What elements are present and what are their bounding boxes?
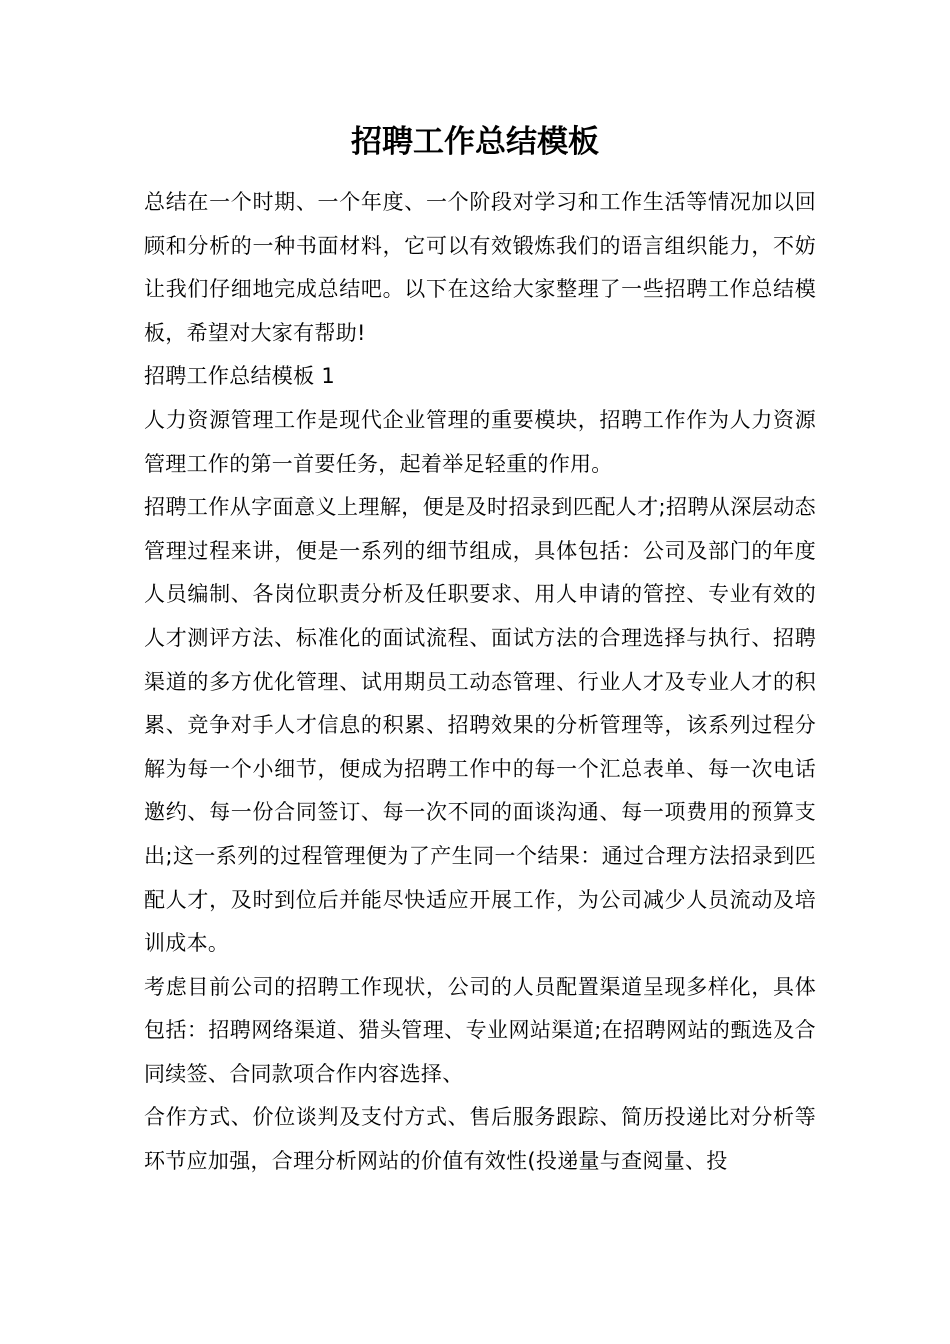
body-paragraph: 考虑目前公司的招聘工作现状，公司的人员配置渠道呈现多样化，具体包括：招聘网络渠道、猎头管理、专业网站渠道;在招聘网站的甄选及合同续签、合同款项合作内容选择、 xyxy=(144,974,816,1086)
document-title: 招聘工作总结模板 xyxy=(351,124,599,160)
body-paragraph: 人力资源管理工作是现代企业管理的重要模块，招聘工作作为人力资源管理工作的第一首要任务，起着举足轻重的作用。 xyxy=(144,407,816,476)
body-paragraph: 合作方式、价位谈判及支付方式、售后服务跟踪、简历投递比对分析等环节应加强，合理分析网站的价值有效性(投递量与查阅量、投 xyxy=(144,1105,816,1174)
intro-paragraph: 总结在一个时期、一个年度、一个阶段对学习和工作生活等情况加以回顾和分析的一种书面材料，它可以有效锻炼我们的语言组织能力，不妨让我们仔细地完成总结吧。以下在这给大家整理了一些招聘工作总结模板，希望对大家有帮助! xyxy=(144,190,816,345)
section-heading: 招聘工作总结模板 1 xyxy=(144,364,336,389)
body-paragraph: 招聘工作从字面意义上理解，便是及时招录到匹配人才;招聘从深层动态管理过程来讲，便是一系列的细节组成，具体包括：公司及部门的年度人员编制、各岗位职责分析及任职要求、用人申请的管控、专业有效的人才测评方法、标准化的面试流程、面试方法的合理选择与执行、招聘渠道的多方优化管理、试用期员工动态管理、行业人才及专业人才的积累、竞争对手人才信息的积累、招聘效果的分析管理等，该系列过程分解为每一个小细节，便成为招聘工作中的每一个汇总表单、每一次电话邀约、每一份合同签订、每一次不同的面谈沟通、每一项费用的预算支出;这一系列的过程管理便为了产生同一个结果：通过合理方法招录到匹配人才，及时到位后并能尽快适应开展工作，为公司减少人员流动及培训成本。 xyxy=(144,495,816,956)
document-body xyxy=(144,181,816,1184)
